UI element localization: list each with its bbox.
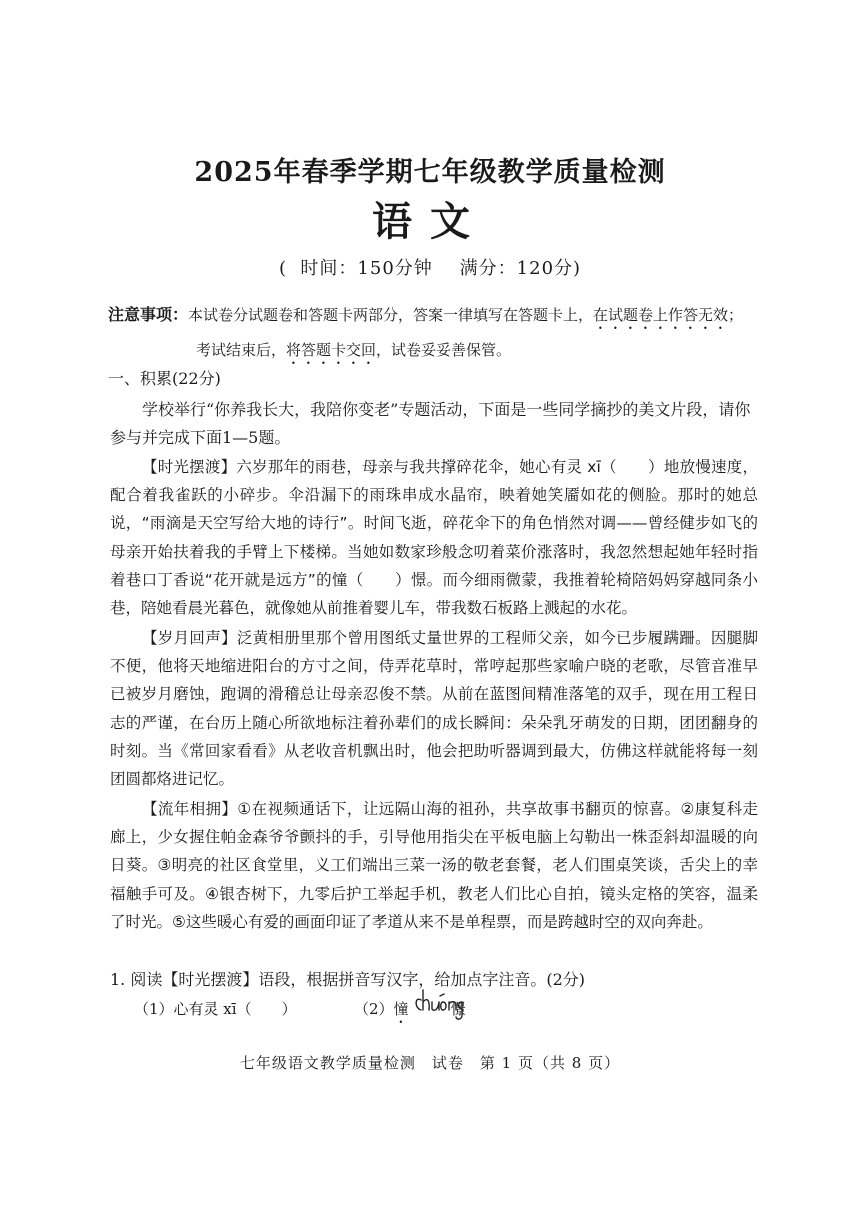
notice-emphasis-2: 将答题卡交回: [286, 341, 377, 359]
passage-paragraph: [110, 453, 758, 622]
question-1-stem: 1. 阅读【时光摆渡】语段，根据拼音写汉字，给加点字注音。(2分): [110, 970, 586, 989]
notice-text-2-end: ，试卷妥妥善保管。: [376, 341, 512, 359]
paragraph-tag: 【岁月回声】: [142, 629, 237, 647]
section-intro: 学校举行“你养我长大，我陪你变老”专题活动，下面是一些同学摘抄的美文片段，请你参与并完成下面1—5题。: [110, 400, 751, 447]
exam-time-score: ( 时间：150分钟 满分：120分): [278, 258, 582, 279]
section-heading: 一、积累(22分): [108, 369, 221, 388]
notice-line-2: [108, 339, 768, 368]
handwritten-pinyin-answer: [412, 982, 464, 1022]
notice-line-1: [108, 302, 768, 333]
item-2-prefix: （2）: [354, 1000, 394, 1018]
question-1-item-1: （1）心有灵 xī（ ）: [134, 1000, 297, 1018]
paragraph-text: 泛黄相册里那个曾用图纸丈量世界的工程师父亲，如今已步履蹒跚。因腿脚不便，他将天地缩进阳台的方寸之间，侍弄花草时，常哼起那些家喻户晓的老歌，尽管音准早已被岁月磨蚀，跑调的滑稽总让母亲忍俊不禁。从前在蓝图间精准落笔的双手，现在用工程日志的严谨，在台历上随心所欲地标注着孙辈们的成长瞬间：朵朵乳牙萌发的日期，团团翻身的时刻。当《常回家看看》从老收音机飘出时，他会把助听器调到最大，仿佛这样就能将每一刻团圆都烙进记忆。: [110, 629, 758, 789]
paragraph-text: ①在视频通话下，让远隔山海的祖孙，共享故事书翻页的惊喜。②康复科走廊上，少女握住帕金森爷爷颤抖的手，引导他用指尖在平板电脑上勾勒出一株歪斜却温暖的向日葵。③明亮的社区食堂里，义工们端出三菜一汤的敬老套餐，老人们围桌笑谈，舌尖上的幸福触手可及。④银杏树下，九零后护工举起手机，教老人们比心自拍，镜头定格的笑容，温柔了时光。⑤这些暖心有爱的画面印证了孝道从来不是单程票，而是跨越时空的双向奔赴。: [110, 800, 758, 931]
notice-text-1: 本试卷分试题卷和答题卡两部分，答案一律填写在答题卡上，: [188, 306, 594, 324]
item-2-suffix: 憬: [450, 1000, 466, 1018]
notice-label: 注意事项：: [108, 305, 189, 324]
exam-title: 2025年春季学期七年级教学质量检测: [194, 157, 666, 188]
page-footer: 七年级语文教学质量检测 试卷 第 1 页（共 8 页）: [239, 1054, 621, 1072]
item-2-dotted-char: 憧: [393, 1000, 409, 1018]
paragraph-text: 六岁那年的雨巷，母亲与我共撑碎花伞，她心有灵 xī（ ）地放慢速度，配合着我雀跃的小碎步。伞沿漏下的雨珠串成水晶帘，映着她笑靥如花的侧脸。那时的她总说，“雨滴是天空写给大地的诗行”。时间飞逝，碎花伞下的角色悄然对调——曾经健步如飞的母亲开始扶着我的手臂上下楼梯。当她如数家珍般念叨着菜价涨落时，我忽然想起她年轻时指着巷口丁香说“花开就是远方”的憧（ ）憬。而今细雨微蒙，我推着轮椅陪妈妈穿越同条小巷，陪她看晨光暮色，就像她从前推着婴儿车，带我数石板路上溅起的水花。: [110, 458, 758, 618]
subject-title: 语文: [372, 198, 488, 245]
passage-paragraph: [110, 624, 758, 793]
passage-paragraph: [110, 795, 758, 936]
notice-text-2: 考试结束后，: [196, 341, 287, 359]
paragraph-tag: 【流年相拥】: [142, 800, 238, 818]
paragraph-tag: 【时光摆渡】: [142, 458, 237, 476]
notice-emphasis-1: 在试题卷上作答无效: [593, 306, 729, 324]
notice-text-1-end: ；: [728, 306, 744, 324]
notice-block: [108, 302, 768, 368]
